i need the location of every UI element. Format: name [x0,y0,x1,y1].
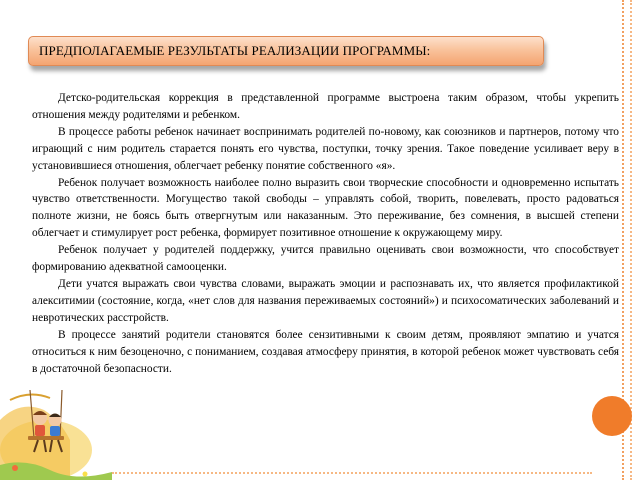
paragraph-5: Дети учатся выражать свои чувства словами, выражать эмоции и распознавать их, что является профилактикой алекситимии (состояние, когда, «нет слов для названия переживаемых состояний») и психосоматических заболеваний и невротических расстройств. [32,277,619,324]
paragraph-6: В процессе занятий родители становятся более сензитивными к своим детям, проявляют эмпатию и учатся относиться к ним безоценочно, с пониманием, создавая атмосферу принятия, в которой ребенок может чувствовать себя в достаточной безопасности. [32,328,619,375]
title-banner [28,36,544,66]
paragraph-4: Ребенок получает у родителей поддержку, учится правильно оценивать свои возможности, что способствует формированию адекватной самооценки. [32,244,619,274]
paragraph-2: В процессе работы ребенок начинает воспринимать родителей по-новому, как союзников и партнеров, потому что играющий с ним родитель старается понять его чувства, поступки, точку зрения. Такое поведение усиливает веру в установившиеся отношения, облегчает ребенку понятие собственного «я». [32,125,619,172]
slide-title: ПРЕДПОЛАГАЕМЫЕ РЕЗУЛЬТАТЫ РЕАЛИЗАЦИИ ПРОГРАММЫ: [39,43,431,58]
body-text [32,90,619,377]
paragraph-3: Ребенок получает возможность наиболее полно выразить свои творческие способности и одновременно испытать чувство ответственности. Могущество такой свободы – управлять собой, творить, повелевать, просто радоваться полноте жизни, не боясь быть отвергнутым или наказанным. Это переживание, без сомнения, в высшей степени облегчает и стимулирует рост ребенка, формирует позитивное отношение к окружающему миру. [32,176,619,240]
orange-circle-decoration [592,396,632,436]
paragraph-1: Детско-родительская коррекция в представленной программе выстроена таким образом, чтобы укрепить отношения между родителями и ребенком. [32,92,619,121]
bottom-dotted-border [112,472,592,474]
children-on-swing-illustration [0,380,112,480]
